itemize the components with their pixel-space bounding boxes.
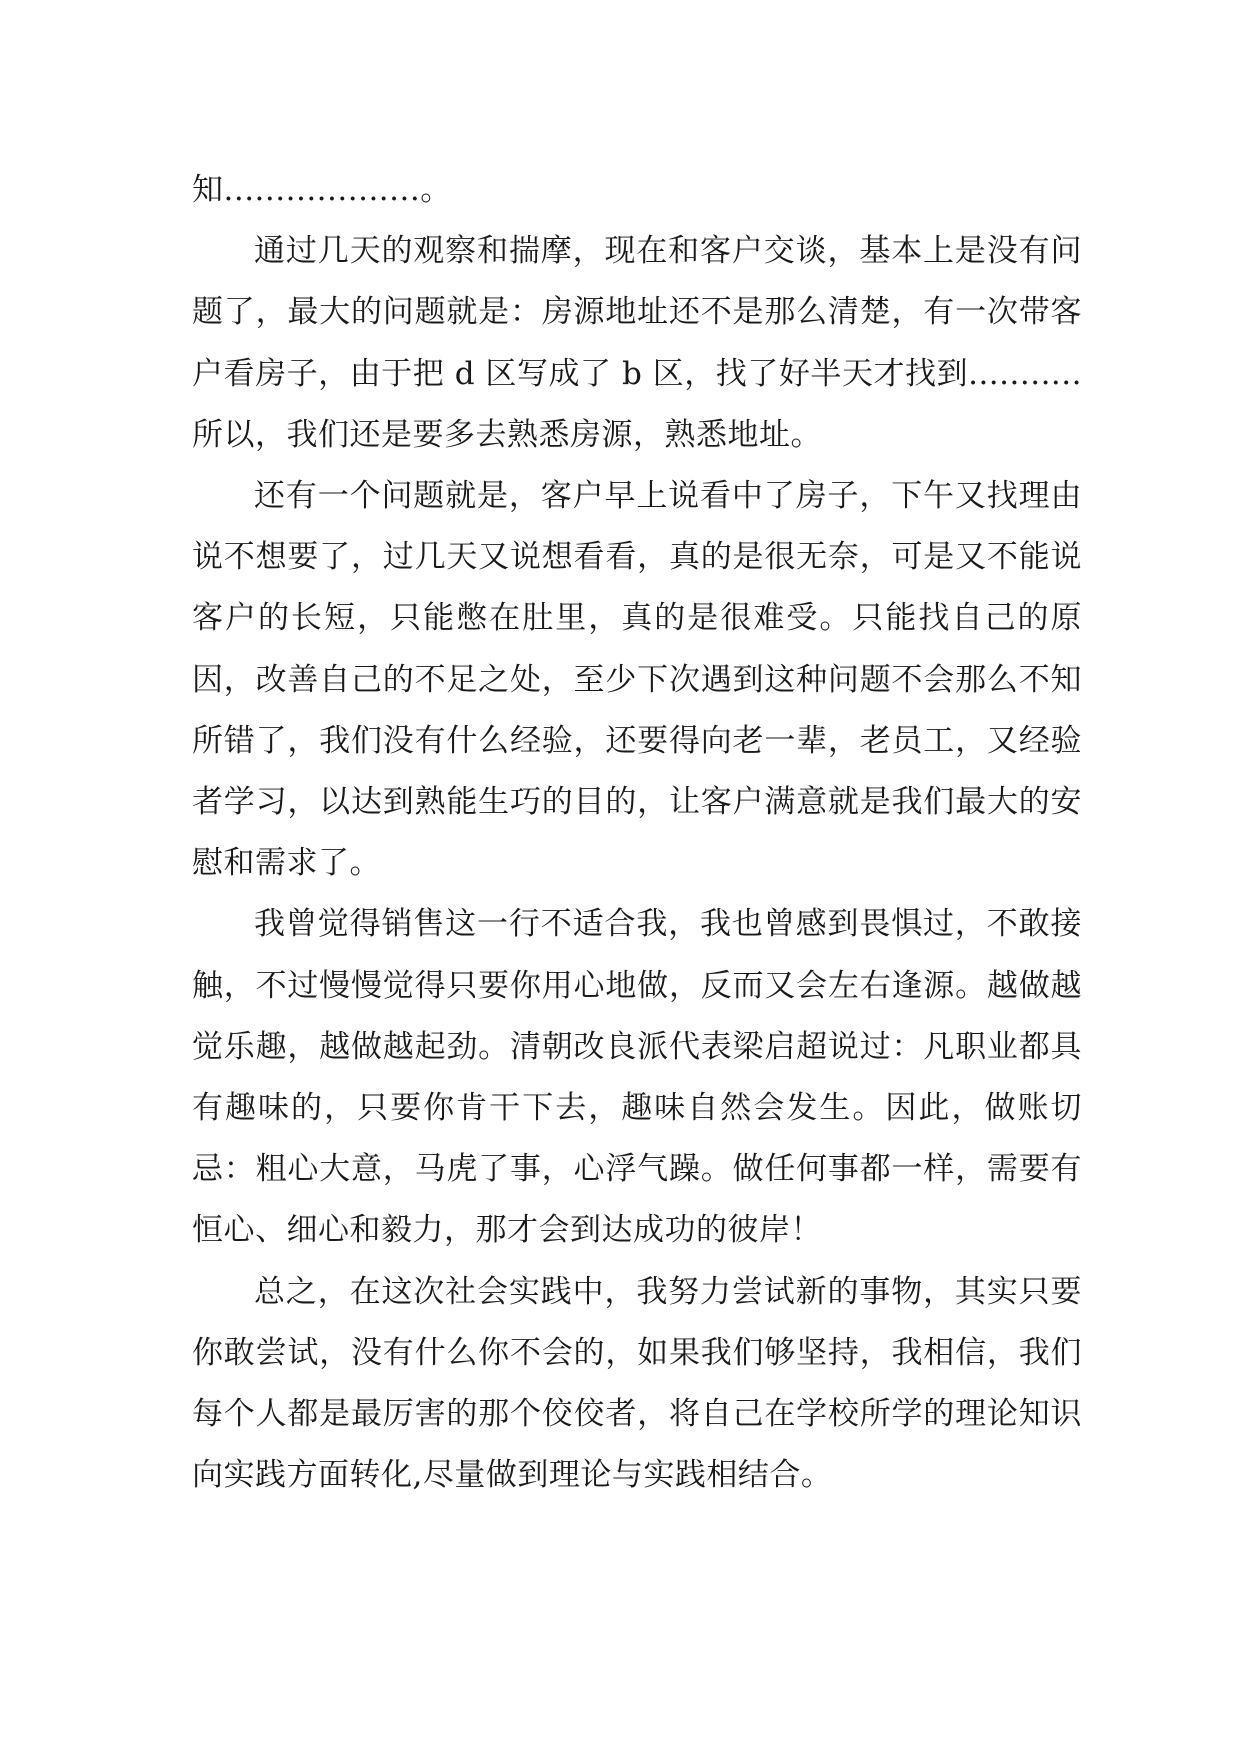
paragraph-2: 通过几天的观察和揣摩，现在和客户交谈，基本上是没有问题了，最大的问题就是：房源地址还不是那么清楚，有一次带客户看房子，由于把 d 区写成了 b 区，找了好半天才找到...........所以，我们还是要多去熟悉房源，熟悉地址。 [192,233,1082,453]
paragraph-1: 知...................。 [192,172,452,208]
document-body [192,160,1082,1506]
paragraph-3: 还有一个问题就是，客户早上说看中了房子，下午又找理由说不想要了，过几天又说想看看，真的是很无奈，可是又不能说客户的长短，只能憋在肚里，真的是很难受。只能找自己的原因，改善自己的不足之处，至少下次遇到这种问题不会那么不知所错了，我们没有什么经验，还要得向老一辈，老员工，又经验者学习，以达到熟能生巧的目的，让客户满意就是我们最大的安慰和需求了。 [192,478,1082,882]
paragraph-4: 我曾觉得销售这一行不适合我，我也曾感到畏惧过，不敢接触，不过慢慢觉得只要你用心地做，反而又会左右逢源。越做越觉乐趣，越做越起劲。清朝改良派代表梁启超说过：凡职业都具有趣味的，只要你肯干下去，趣味自然会发生。因此，做账切忌：粗心大意，马虎了事，心浮气躁。做任何事都一样，需要有恒心、细心和毅力，那才会到达成功的彼岸！ [192,906,1082,1249]
paragraph-5: 总之，在这次社会实践中，我努力尝试新的事物，其实只要你敢尝试，没有什么你不会的，如果我们够坚持，我相信，我们每个人都是最厉害的那个佼佼者，将自己在学校所学的理论知识向实践方面转化,尽量做到理论与实践相结合。 [192,1273,1082,1494]
